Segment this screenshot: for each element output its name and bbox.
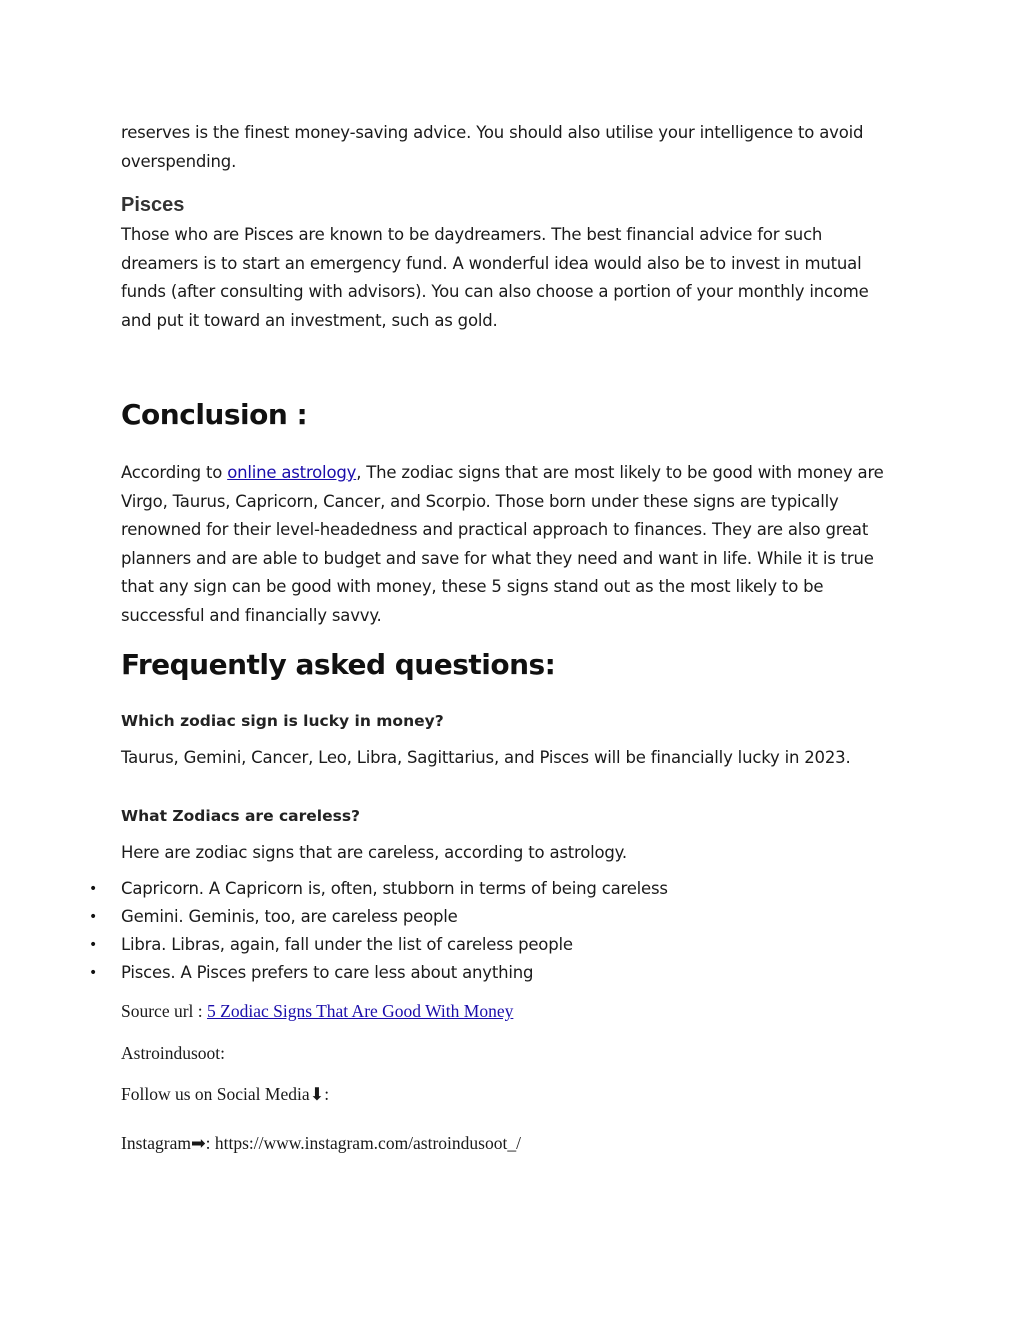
conclusion-paragraph <box>121 459 896 630</box>
instagram-url[interactable]: : https://www.instagram.com/astroindusoot_/ <box>205 1133 521 1153</box>
faq-answer-2: Here are zodiac signs that are careless, according to astrology. <box>121 843 627 862</box>
faq-question-2: What Zodiacs are careless? <box>121 807 361 825</box>
pisces-heading: Pisces <box>121 194 185 216</box>
brand-name: Astroindusoot: <box>121 1043 226 1063</box>
faq-answer-1: Taurus, Gemini, Cancer, Leo, Libra, Sagittarius, and Pisces will be financially lucky in 2023. <box>121 748 851 767</box>
bullet-icon: • <box>88 937 98 953</box>
faq-heading: Frequently asked questions: <box>121 648 556 681</box>
conclusion-text-before-link: According to <box>121 463 228 482</box>
follow-text: Follow us on Social Media <box>121 1084 310 1104</box>
source-link[interactable]: 5 Zodiac Signs That Are Good With Money <box>207 1001 514 1021</box>
list-item: • Capricorn. A Capricorn is, often, stubborn in terms of being careless <box>88 875 888 903</box>
conclusion-heading: Conclusion : <box>121 398 308 431</box>
follow-line <box>121 1084 896 1105</box>
careless-signs-list <box>88 875 888 987</box>
bullet-icon: • <box>88 965 98 981</box>
arrow-right-icon: ➡ <box>190 1133 206 1153</box>
arrow-down-icon: ⬇ <box>309 1084 325 1104</box>
intro-continuation: reserves is the finest money-saving advice. You should also utilise your intelligence to avoid overspending. <box>121 123 864 171</box>
bullet-icon: • <box>88 909 98 925</box>
pisces-paragraph: Those who are Pisces are known to be daydreamers. The best financial advice for such dreamers is to start an emergency fund. A wonderful idea would also be to invest in mutual funds (after consulting with advisors). You can also choose a portion of your monthly income and put it toward an investment, such as gold. <box>121 225 869 330</box>
bullet-icon: • <box>88 881 98 897</box>
instagram-line <box>121 1133 896 1154</box>
list-item: • Pisces. A Pisces prefers to care less about anything <box>88 959 888 987</box>
follow-colon: : <box>324 1084 330 1104</box>
list-item: • Gemini. Geminis, too, are careless people <box>88 903 888 931</box>
faq-question-1: Which zodiac sign is lucky in money? <box>121 712 444 730</box>
online-astrology-link[interactable]: online astrology <box>227 463 357 482</box>
source-line <box>121 1001 896 1022</box>
list-item: • Libra. Libras, again, fall under the list of careless people <box>88 931 888 959</box>
source-label: Source url : <box>121 1001 208 1021</box>
instagram-label: Instagram <box>121 1133 191 1153</box>
conclusion-text-after-link: , The zodiac signs that are most likely to be good with money are Virgo, Taurus, Capricorn, Cancer, and Scorpio. Those born under these signs are typically renowned for their level-headedness and practical approach to finances. They are also great planners and are able to budget and save for what they need and want in life. While it is true that any sign can be good with money, these 5 signs stand out as the most likely to be successful and financially savvy. <box>121 463 884 625</box>
